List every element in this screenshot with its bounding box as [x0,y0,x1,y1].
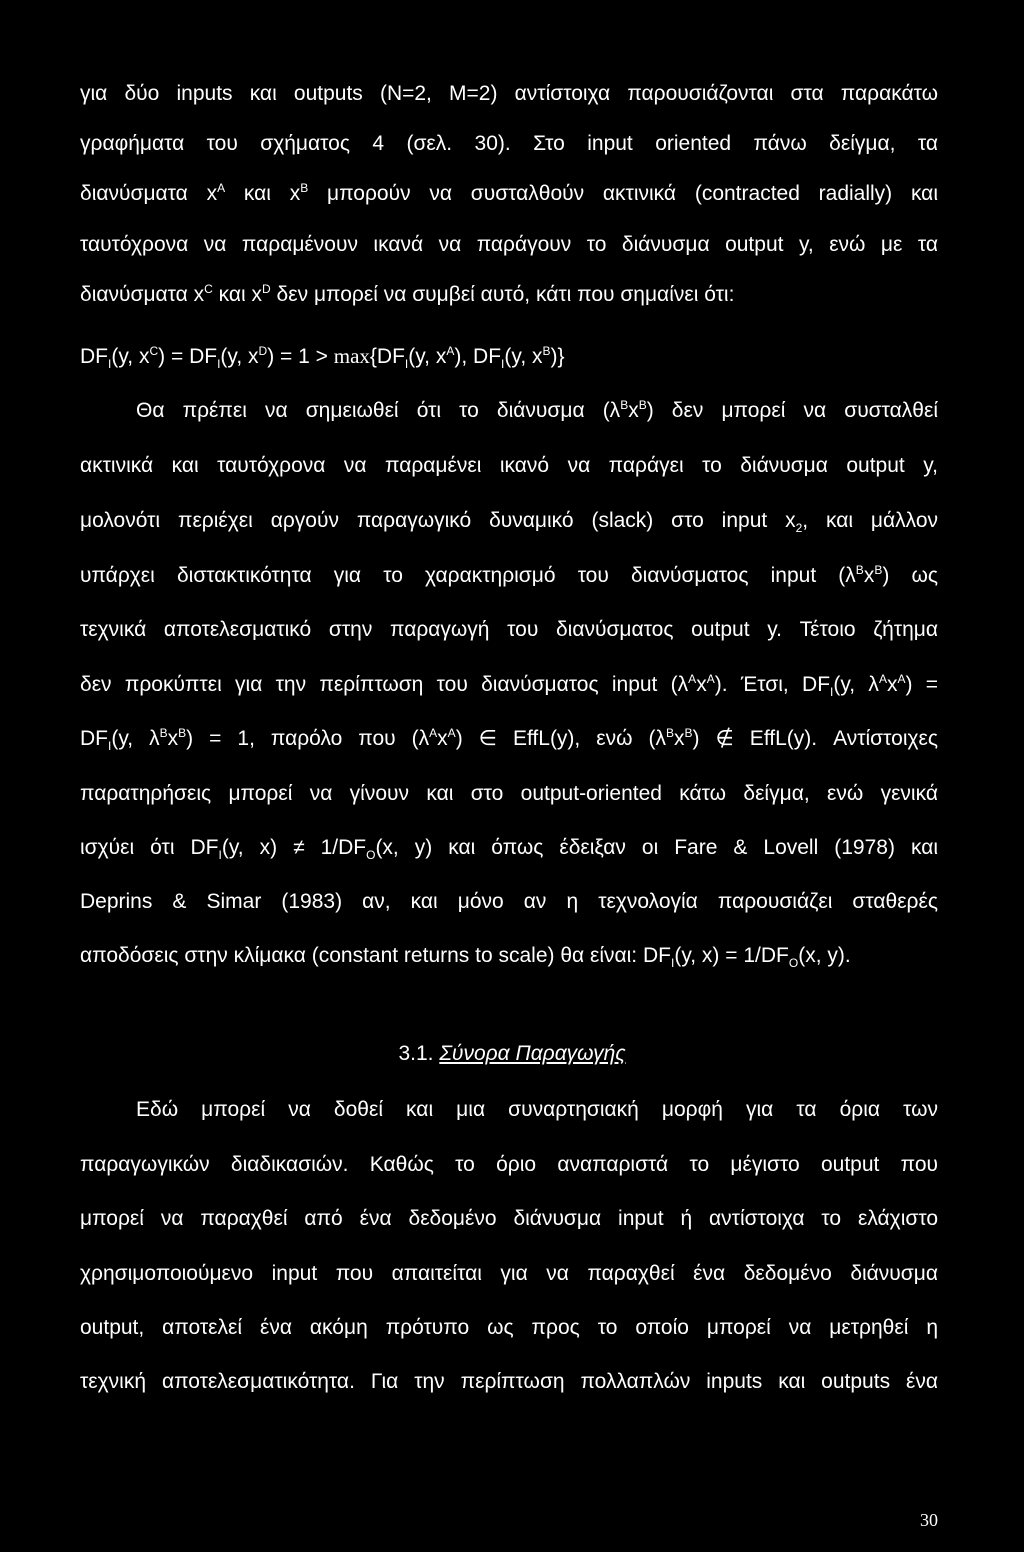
text-line: Θα πρέπει να σημειωθεί ότι το διάνυσμα $(\lambda^Bx^B)$ δεν μπορεί να συσταλθεί [136,398,938,422]
text-line: υπάρχει διστακτικότητα για το χαρακτηρισμό του διανύσματος input $(\lambda^Bx^B)$ ως [80,563,938,587]
text-line: output, αποτελεί ένα ακόμη πρότυπο ως προς το οποίο μπορεί να μετρηθεί η [80,1316,938,1339]
text-line: ακτινικά και ταυτόχρονα να παραμένει ικανό να παράγει το διάνυσμα output y, [80,454,938,477]
text-line: τεχνική αποτελεσματικότητα. Για την περίπτωση πολλαπλών inputs και outputs ένα [80,1370,938,1393]
text-line: Deprins & Simar (1983) αν, και μόνο αν η τεχνολογία παρουσιάζει σταθερές [80,890,938,913]
text-line: γραφήματα του σχήματος 4 (σελ. 30). Στο input oriented πάνω δείγμα, τα [80,132,938,155]
text-line: μπορεί να παραχθεί από ένα δεδομένο διάνυσμα input ή αντίστοιχα το ελάχιστο [80,1207,938,1230]
section-title: Σύνορα Παραγωγής [439,1042,626,1065]
text-line: διανύσματα $x^A$ και $x^B$ μπορούν να συσταλθούν ακτινικά (contracted radially) και [80,181,938,205]
page-number: 30 [920,1510,938,1530]
text-line: παρατηρήσεις μπορεί να γίνουν και στο output-oriented κάτω δείγμα, ενώ γενικά [80,782,938,805]
text-line: Εδώ μπορεί να δοθεί και μια συναρτησιακή μορφή για τα όρια των [136,1098,938,1121]
text-line: για δύο inputs και outputs (N=2, M=2) αντίστοιχα παρουσιάζονται στα παρακάτω [80,82,938,105]
text-line: αποδόσεις στην κλίμακα (constant returns to scale) θα είναι: $DF_I(y$, $x) = 1/DF_O(x$, y). [80,944,851,971]
text-line: παραγωγικών διαδικασιών. Καθώς το όριο αναπαριστά το μέγιστο output που [80,1153,938,1176]
text-line: ταυτόχρονα να παραμένουν ικανά να παράγουν το διάνυσμα output y, ενώ με τα [80,233,938,256]
text-line: μολονότι περιέχει αργούν παραγωγικό δυναμικό (slack) στο input $x_2$, και μάλλον [80,509,939,536]
text-line: διανύσματα $x^C$ και $x^D$ δεν μπορεί να συμβεί αυτό, κάτι που σημαίνει ότι: [80,282,735,306]
text-line: ισχύει ότι $DF_I(y$, $x) \ne 1/DF_O(x$, y) και όπως έδειξαν οι Fare & Lovell (1978) και [80,836,938,863]
text-line: χρησιμοποιούμενο input που απαιτείται για να παραχθεί ένα δεδομένο διάνυσμα [80,1262,938,1285]
formula: $DF_I(y$, $x^C) = DF_I(y$, $x^D) = 1 > \max\{DF_I(y$, $x^A$), $DF_I(y$, $x^B$)} [80,344,565,372]
text-line: τεχνικά αποτελεσματικό στην παραγωγή του διανύσματος output y. Τέτοιο ζήτημα [80,618,938,641]
section-number: 3.1. [398,1042,440,1065]
text-line: $DF_I(y$, $\lambda^Bx^B) = 1$, παρόλο που $(\lambda^Ax^A)$ ∈ EffL(y), ενώ $(\lambda^Bx^B)$ ∉ EffL(y). Αντίστοιχες [80,726,938,754]
text-line: δεν προκύπτει για την περίπτωση του διανύσματος input $(\lambda^Ax^A)$. Έτσι, $DF_I(y$, $\lambda^Ax^A$) = [80,672,939,700]
section-heading [0,1040,1024,1068]
